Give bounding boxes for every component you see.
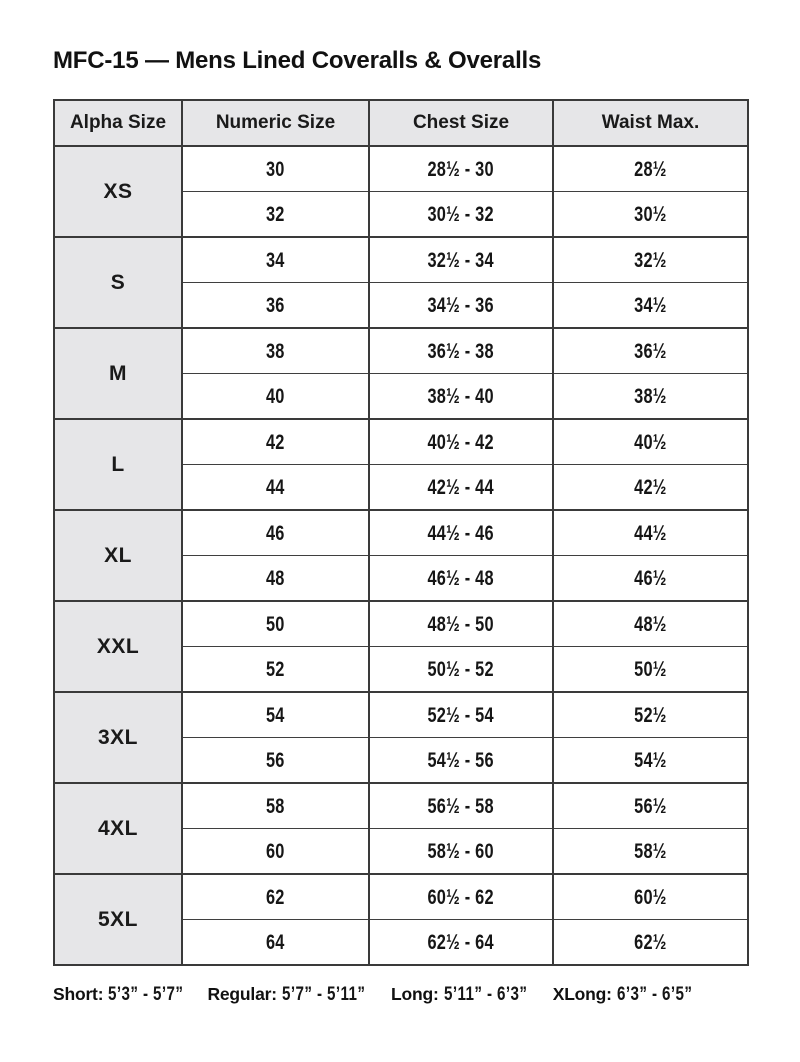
chest-size-cell xyxy=(369,692,553,738)
cell-text: 62½ - 64 xyxy=(427,929,495,954)
table-row xyxy=(54,692,748,738)
numeric-size-cell xyxy=(182,920,369,966)
cell-text: 32½ - 34 xyxy=(427,247,495,272)
alpha-size-cell-3xl: 3XL xyxy=(54,692,182,783)
chest-size-cell xyxy=(369,374,553,420)
cell-text: 34½ - 36 xyxy=(427,292,495,317)
numeric-size-cell xyxy=(182,738,369,784)
numeric-size-cell xyxy=(182,146,369,192)
cell-text: 32 xyxy=(266,201,285,226)
cell-text: 48 xyxy=(266,565,285,590)
chest-size-cell xyxy=(369,283,553,329)
cell-text: 42½ - 44 xyxy=(427,474,495,499)
table-row xyxy=(54,783,748,829)
range-value: 5’7” - 5’11” xyxy=(281,984,366,1005)
waist-max-cell xyxy=(553,510,748,556)
numeric-size-cell xyxy=(182,374,369,420)
chest-size-cell xyxy=(369,146,553,192)
chest-size-cell xyxy=(369,783,553,829)
cell-text: 44 xyxy=(266,474,285,499)
alpha-size-cell-s: S xyxy=(54,237,182,328)
chest-size-cell xyxy=(369,647,553,693)
waist-max-cell xyxy=(553,465,748,511)
cell-text: 52½ xyxy=(634,702,667,727)
cell-text: 38½ xyxy=(634,383,667,408)
cell-text: 42½ xyxy=(634,474,667,499)
cell-text: 34 xyxy=(266,247,285,272)
cell-text: 58½ - 60 xyxy=(427,838,495,863)
numeric-size-cell xyxy=(182,692,369,738)
cell-text: 46 xyxy=(266,520,285,545)
numeric-size-cell xyxy=(182,465,369,511)
range-label: Long: xyxy=(390,984,439,1004)
cell-text: 52 xyxy=(266,656,285,681)
cell-text: 58 xyxy=(266,793,285,818)
numeric-size-cell xyxy=(182,419,369,465)
page-title: MFC-15 — Mens Lined Coveralls & Overalls xyxy=(53,47,542,74)
waist-max-cell xyxy=(553,692,748,738)
cell-text: 36½ xyxy=(634,338,667,363)
waist-max-cell xyxy=(553,146,748,192)
cell-text: 48½ xyxy=(634,611,667,636)
cell-text: 50½ xyxy=(634,656,667,681)
header-row xyxy=(54,100,748,146)
cell-text: 54½ - 56 xyxy=(427,747,495,772)
waist-max-cell xyxy=(553,237,748,283)
waist-max-cell xyxy=(553,374,748,420)
cell-text: 28½ xyxy=(634,156,667,181)
cell-text: 42 xyxy=(266,429,285,454)
cell-text: 44½ - 46 xyxy=(427,520,495,545)
waist-max-cell xyxy=(553,283,748,329)
height-range-regular xyxy=(207,984,386,1006)
cell-text: 30 xyxy=(266,156,285,181)
height-range-legend xyxy=(53,984,711,1006)
cell-text: 38 xyxy=(266,338,285,363)
range-value: 5’11” - 6’3” xyxy=(443,984,527,1005)
cell-text: 56 xyxy=(266,747,285,772)
waist-max-cell xyxy=(553,192,748,238)
cell-text: 40 xyxy=(266,383,285,408)
table-row xyxy=(54,328,748,374)
range-label: Short: xyxy=(53,984,104,1004)
chest-size-cell xyxy=(369,192,553,238)
waist-max-cell xyxy=(553,556,748,602)
height-range-short xyxy=(53,984,203,1006)
size-chart-table xyxy=(53,99,749,966)
cell-text: 56½ xyxy=(634,793,667,818)
cell-text: 54½ xyxy=(634,747,667,772)
chest-size-cell xyxy=(369,738,553,784)
waist-max-cell xyxy=(553,874,748,920)
alpha-size-cell-5xl: 5XL xyxy=(54,874,182,965)
cell-text: 60½ - 62 xyxy=(427,884,495,909)
table-row xyxy=(54,419,748,465)
cell-text: 38½ - 40 xyxy=(427,383,495,408)
waist-max-cell xyxy=(553,738,748,784)
numeric-size-cell xyxy=(182,328,369,374)
numeric-size-cell xyxy=(182,783,369,829)
waist-max-cell xyxy=(553,601,748,647)
column-header-numeric-size: Numeric Size xyxy=(182,100,369,146)
numeric-size-cell xyxy=(182,192,369,238)
alpha-size-cell-m: M xyxy=(54,328,182,419)
alpha-size-cell-xxl: XXL xyxy=(54,601,182,692)
chest-size-cell xyxy=(369,874,553,920)
cell-text: 62 xyxy=(266,884,285,909)
cell-text: 30½ xyxy=(634,201,667,226)
table-row xyxy=(54,146,748,192)
numeric-size-cell xyxy=(182,510,369,556)
cell-text: 48½ - 50 xyxy=(427,611,495,636)
cell-text: 58½ xyxy=(634,838,667,863)
chest-size-cell xyxy=(369,601,553,647)
numeric-size-cell xyxy=(182,829,369,875)
cell-text: 56½ - 58 xyxy=(427,793,495,818)
chest-size-cell xyxy=(369,237,553,283)
chest-size-cell xyxy=(369,510,553,556)
numeric-size-cell xyxy=(182,237,369,283)
table-row xyxy=(54,510,748,556)
table-row xyxy=(54,601,748,647)
height-range-xlong xyxy=(553,984,711,1006)
cell-text: 40½ xyxy=(634,429,667,454)
waist-max-cell xyxy=(553,920,748,966)
cell-text: 36 xyxy=(266,292,285,317)
cell-text: 34½ xyxy=(634,292,667,317)
cell-text: 54 xyxy=(266,702,285,727)
cell-text: 50 xyxy=(266,611,285,636)
cell-text: 60 xyxy=(266,838,285,863)
waist-max-cell xyxy=(553,328,748,374)
cell-text: 62½ xyxy=(634,929,667,954)
waist-max-cell xyxy=(553,647,748,693)
chest-size-cell xyxy=(369,465,553,511)
cell-text: 44½ xyxy=(634,520,667,545)
cell-text: 28½ - 30 xyxy=(427,156,495,181)
chest-size-cell xyxy=(369,556,553,602)
range-label: XLong: xyxy=(552,984,612,1004)
numeric-size-cell xyxy=(182,647,369,693)
range-label: Regular: xyxy=(207,984,277,1004)
cell-text: 50½ - 52 xyxy=(427,656,495,681)
alpha-size-cell-l: L xyxy=(54,419,182,510)
numeric-size-cell xyxy=(182,556,369,602)
cell-text: 32½ xyxy=(634,247,667,272)
cell-text: 46½ - 48 xyxy=(427,565,495,590)
chest-size-cell xyxy=(369,829,553,875)
range-value: 5’3” - 5’7” xyxy=(108,984,184,1005)
numeric-size-cell xyxy=(182,601,369,647)
column-header-waist-max: Waist Max. xyxy=(553,100,748,146)
table-row xyxy=(54,874,748,920)
chest-size-cell xyxy=(369,419,553,465)
cell-text: 60½ xyxy=(634,884,667,909)
alpha-size-cell-xs: XS xyxy=(54,146,182,237)
cell-text: 36½ - 38 xyxy=(427,338,495,363)
column-header-alpha-size: Alpha Size xyxy=(54,100,182,146)
table-row xyxy=(54,237,748,283)
waist-max-cell xyxy=(553,783,748,829)
height-range-long xyxy=(391,984,548,1006)
alpha-size-cell-4xl: 4XL xyxy=(54,783,182,874)
chest-size-cell xyxy=(369,920,553,966)
range-value: 6’3” - 6’5” xyxy=(616,984,693,1005)
cell-text: 30½ - 32 xyxy=(427,201,495,226)
waist-max-cell xyxy=(553,829,748,875)
cell-text: 64 xyxy=(266,929,285,954)
waist-max-cell xyxy=(553,419,748,465)
cell-text: 52½ - 54 xyxy=(427,702,495,727)
column-header-chest-size: Chest Size xyxy=(369,100,553,146)
cell-text: 46½ xyxy=(634,565,667,590)
cell-text: 40½ - 42 xyxy=(427,429,495,454)
chest-size-cell xyxy=(369,328,553,374)
numeric-size-cell xyxy=(182,874,369,920)
numeric-size-cell xyxy=(182,283,369,329)
alpha-size-cell-xl: XL xyxy=(54,510,182,601)
